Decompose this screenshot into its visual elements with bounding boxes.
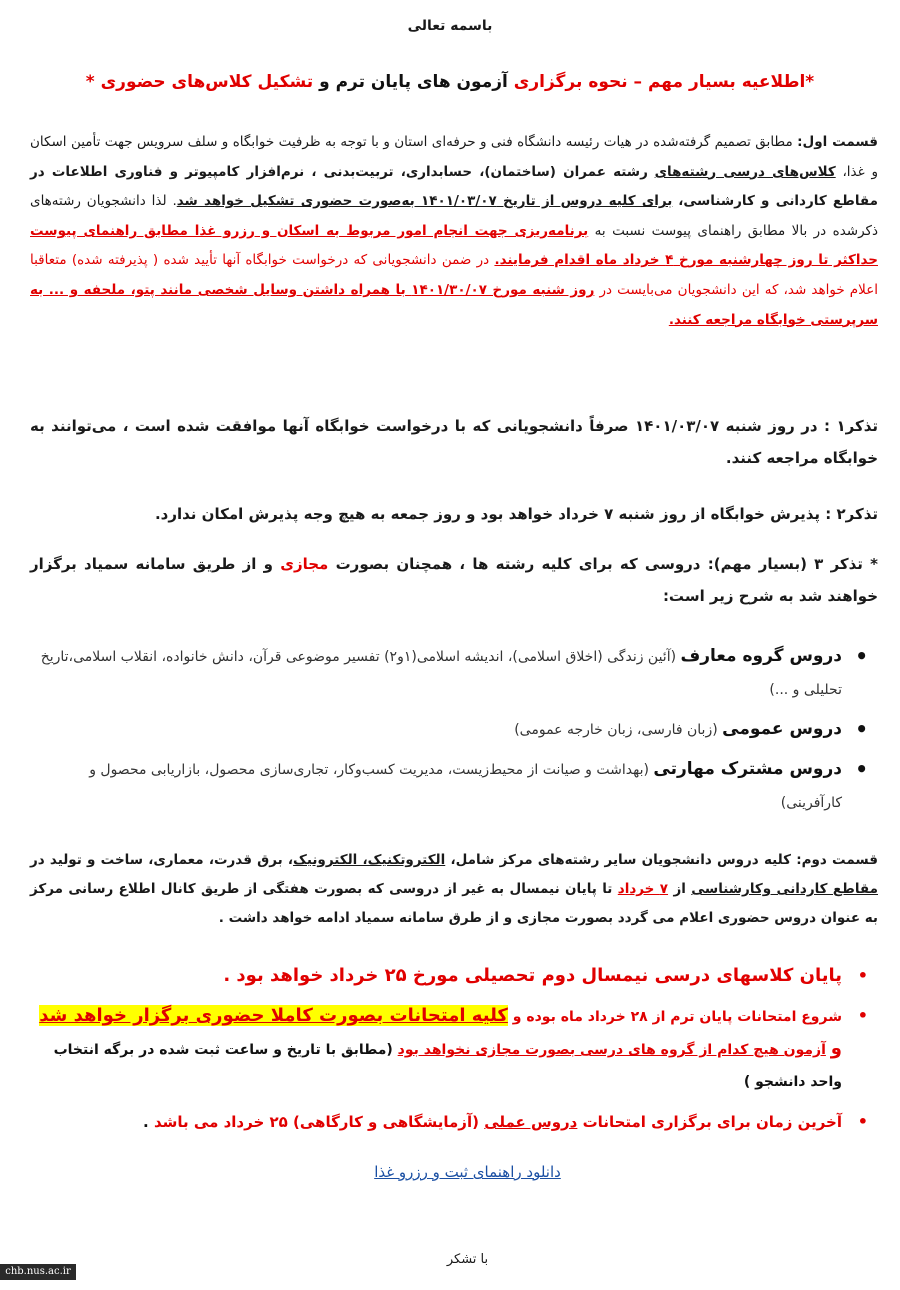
header-bismillah: باسمه تعالی [407,18,493,34]
section-one-label: قسمت اول: [797,134,879,150]
download-guide-link[interactable]: دانلود راهنمای ثبت و رزرو غذا [374,1163,561,1181]
section-one-paragraph: قسمت اول: مطابق تصمیم گرفته‌شده در هیات رئیسه دانشگاه فنی و حرفه‌ای استان و با توجه به ظرفیت خوابگاه و سلف سرویس جهت تأمین اسکان و غذا، کلاس‌های درسی رشته‌های رشته عمران (ساختمان)، حسابداری، تربیت‌بدنی ، نرم‌افزار کامپیوتر و فناوری اطلاعات در مقاطع کاردانی و کارشناسی، برای کلیه دروس از تاریخ ۱۴۰۱/۰۳/۰۷ به‌صورت حضوری تشکیل خواهد شد. لذا دانشجویان رشته‌های ذکرشده در بالا مطابق راهنمای پیوست نسبت به برنامه‌ریزی جهت انجام امور مربوط به اسکان و رزرو غذا مطابق راهنمای پیوست حداکثر تا روز چهارشنبه مورخ ۴ خرداد ماه اقدام فرمایند. در ضمن دانشجویانی که درخواست خوابگاه آنها تأیید شده ( پذیرفته شده) متعاقبا اعلام خواهد شد، که این دانشجویان می‌بایست در روز شنبه مورخ ۱۴۰۱/۳۰/۰۷ با همراه داشتن وسایل شخصی مانند پتو، ملحفه و ... به سرپرستی خوابگاه مراجعه کنند. [30,134,879,328]
page-title: *اطلاعیه بسیار مهم – نحوه برگزاری آزمون های پایان ترم و تشکیل کلاس‌های حضوری * [85,72,815,92]
exam-bullets-list [35,960,870,1146]
list-item: • دروس مشترک مهارتی (بهداشت و صیانت از محیط‌زیست، مدیریت کسب‌وکار، تجاری‌سازی محصول، بازاریابی محصول و کارآفرینی) [35,753,842,820]
list-item: • دروس عمومی (زبان فارسی، زبان خارجه عمومی) [35,713,842,747]
note-three: * تذکر ۳ (بسیار مهم): دروسی که برای کلیه رشته ها ، همچنان بصورت مجازی و از طریق سامانه سمیاد برگزار خواهند شد به شرح زیر است: [30,555,878,605]
list-item: • آخرین زمان برای برگزاری امتحانات دروس عملی (آزمایشگاهی و کارگاهی) ۲۵ خرداد می باشد . [35,1106,842,1138]
highlighted-exam-text: کلیه امتحانات بصورت کاملا حضوری برگزار خواهد شد [39,1005,508,1026]
online-courses-list [35,640,870,826]
note-one: تذکر۱ : در روز شنبه ۱۴۰۱/۰۳/۰۷ صرفاً دانشجویانی که با درخواست خوابگاه آنها موافقت شده است ، می‌توانند به خوابگاه مراجعه کنند. [30,417,878,467]
list-item: • پایان کلاسهای درسی نیمسال دوم تحصیلی مورخ ۲۵ خرداد خواهد بود . [35,960,842,992]
closing-thanks: با تشکر [446,1252,489,1267]
section-two-paragraph: قسمت دوم: کلیه دروس دانشجویان سایر رشته‌های مرکز شامل، الکتروتکنیک، الکترونیک، برق قدرت، معماری، ساخت و تولید در مقاطع کاردانی وکارشناسی از ۷ خرداد تا پایان نیمسال به غیر از دروسی که بصورت هفتگی از طریق کانال اطلاع رسانی مرکز به عنوان دروس حضوری اعلام می گردد بصورت مجازی و از طرق سامانه سمیاد ادامه خواهد داشت . [30,852,878,926]
list-item: • شروع امتحانات پایان ترم از ۲۸ خرداد ماه بوده و کلیه امتحانات بصورت کاملا حضوری برگزار خواهد شد و آزمون هیچ کدام از گروه های درسی بصورت مجازی نخواهد بود (مطابق با تاریخ و ساعت ثبت شده در برگه انتخاب واحد دانشجو ) [35,1000,842,1098]
note-two: تذکر۲ : پذیرش خوابگاه از روز شنبه ۷ خرداد خواهد بود و روز جمعه به هیچ وجه پذیرش امکان ندارد. [154,505,878,523]
list-item: • دروس گروه معارف (آئین زندگی (اخلاق اسلامی)، اندیشه اسلامی(۱و۲) تفسیر موضوعی قرآن، دانش خانواده، انقلاب اسلامی،تاریخ تحلیلی و ...) [35,640,842,707]
site-watermark: chb.nus.ac.ir [0,1264,76,1280]
